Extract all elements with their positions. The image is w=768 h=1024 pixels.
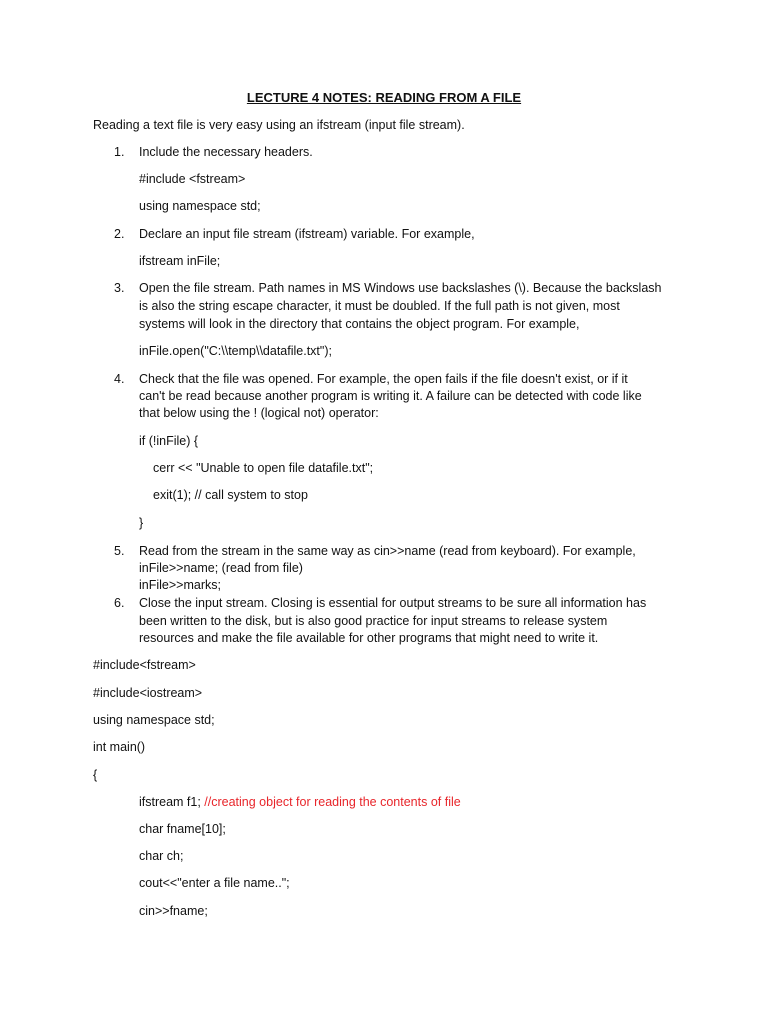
step-2-text: Declare an input file stream (ifstream) variable. For example, <box>139 227 475 241</box>
step-4-code-line: cerr << "Unable to open file datafile.txt"; <box>153 461 374 475</box>
program-comment: //creating object for reading the contents of file <box>204 795 461 809</box>
intro-text: Reading a text file is very easy using an ifstream (input file stream). <box>93 118 465 132</box>
step-3-text-line: Open the file stream. Path names in MS Windows use backslashes (\). Because the backslash <box>139 281 662 295</box>
step-5-number: 5. <box>114 544 125 558</box>
step-4-code-line: exit(1); // call system to stop <box>153 488 308 502</box>
program-body-line: char fname[10]; <box>139 822 226 836</box>
program-line: #include<iostream> <box>93 686 203 700</box>
step-1-code-line: using namespace std; <box>139 199 261 213</box>
step-2-code-line: ifstream inFile; <box>139 254 221 268</box>
step-2-number: 2. <box>114 227 125 241</box>
step-4-code-line: } <box>139 516 144 530</box>
step-4-number: 4. <box>114 372 125 386</box>
step-3-number: 3. <box>114 281 125 295</box>
page-title: LECTURE 4 NOTES: READING FROM A FILE <box>246 90 522 105</box>
program-body-line: cin>>fname; <box>139 904 208 918</box>
step-1-text: Include the necessary headers. <box>139 145 313 159</box>
step-4-text-line: can't be read because another program is writing it. A failure can be detected with code like <box>139 389 642 403</box>
program-line: #include<fstream> <box>93 658 196 672</box>
program-body-line: char ch; <box>139 849 184 863</box>
step-4-text-line: Check that the file was opened. For example, the open fails if the file doesn't exist, or if it <box>139 372 628 386</box>
program-line: using namespace std; <box>93 713 215 727</box>
step-6-text-line: Close the input stream. Closing is essential for output streams to be sure all information has <box>139 596 647 610</box>
program-line: { <box>93 768 98 782</box>
step-1-number: 1. <box>114 145 125 159</box>
step-3-code-line: inFile.open("C:\\temp\\datafile.txt"); <box>139 344 332 358</box>
step-6-text-line: been written to the disk, but is also good practice for input streams to release system <box>139 614 608 628</box>
step-5-text-line: inFile>>name; (read from file) <box>139 561 303 575</box>
program-line: int main() <box>93 740 146 754</box>
step-5-text-line: Read from the stream in the same way as cin>>name (read from keyboard). For example, <box>139 544 636 558</box>
step-6-text-line: resources and make the file available for other programs that might need to write it. <box>139 631 599 645</box>
step-4-code-line: if (!inFile) { <box>139 434 199 448</box>
program-body-line: cout<<"enter a file name.."; <box>139 876 290 890</box>
program-body-line <box>139 794 461 811</box>
step-6-number: 6. <box>114 596 125 610</box>
step-3-text-line: is also the string escape character, it must be doubled. If the full path is not given, most <box>139 299 620 313</box>
step-3-text-line: systems will look in the directory that contains the object program. For example, <box>139 317 580 331</box>
step-5-text-line: inFile>>marks; <box>139 578 221 592</box>
step-4-text-line: that below using the ! (logical not) operator: <box>139 406 379 420</box>
step-1-code-line: #include <fstream> <box>139 172 246 186</box>
program-code: ifstream f1; <box>139 795 205 809</box>
